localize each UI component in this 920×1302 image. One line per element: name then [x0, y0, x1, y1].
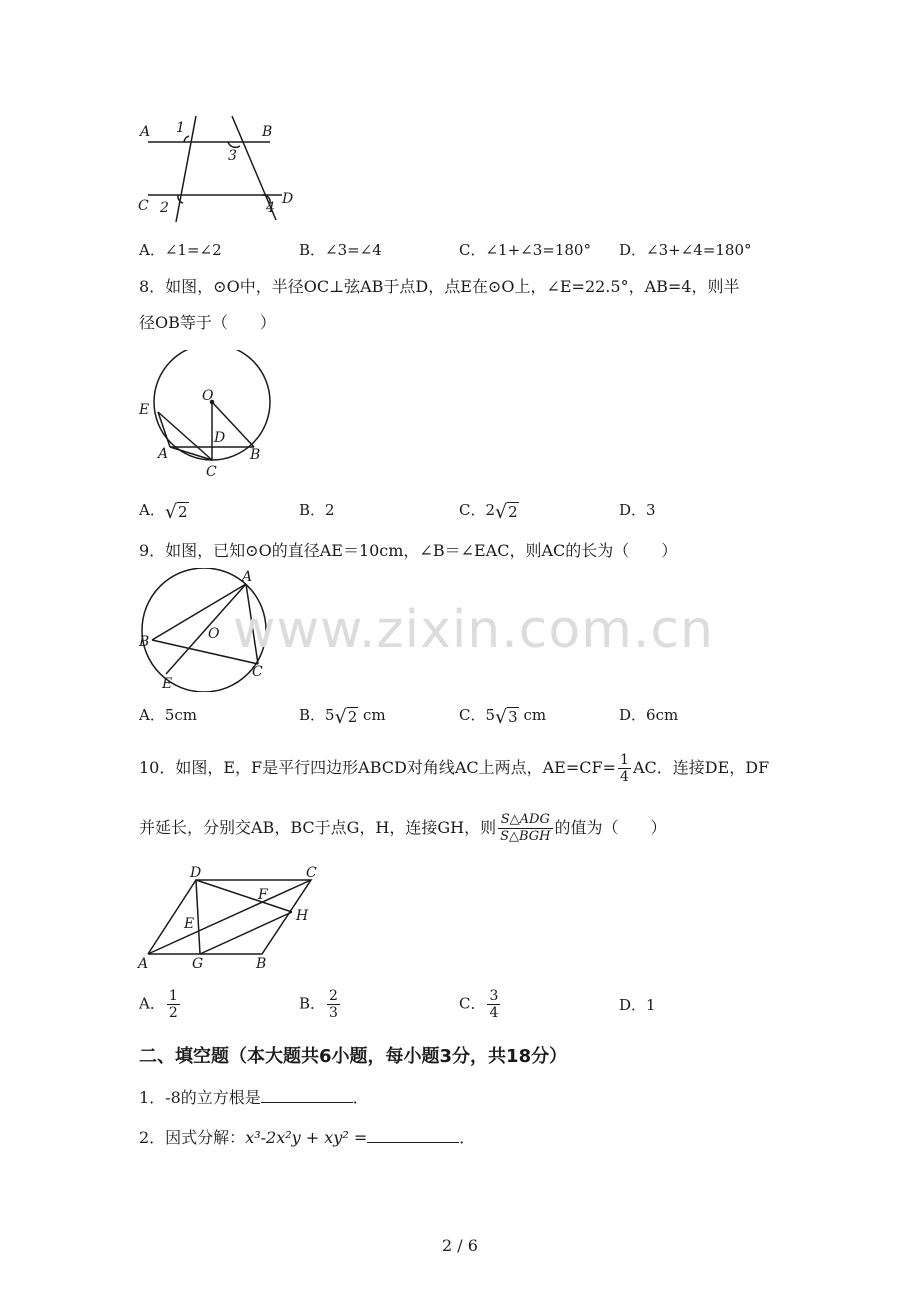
q10-label-h: H [296, 908, 309, 924]
q8-option-c[interactable] [459, 500, 519, 522]
radicand: 2 [508, 503, 518, 521]
q10-label-e: E [184, 916, 195, 932]
q10-label-b: B [256, 956, 267, 972]
q7-label-3: 3 [228, 148, 237, 164]
q7-label-b: B [262, 124, 273, 140]
q7-label-4: 4 [266, 200, 275, 216]
page-number: 2 / 6 [442, 1236, 478, 1255]
q8-figure [136, 350, 286, 480]
q9-label-a: A [242, 569, 253, 585]
q9-option-b[interactable] [299, 705, 386, 727]
q9-option-c-prefix: C．5 [459, 706, 496, 724]
sqrt-2: √2 [334, 705, 358, 728]
denominator: 3 [329, 1005, 338, 1021]
watermark: www.zixin.com.cn [233, 600, 714, 660]
q9-option-c[interactable] [459, 705, 546, 727]
fraction-one-quarter [618, 752, 631, 785]
numerator: S△ADG [500, 812, 550, 827]
fraction [487, 988, 500, 1021]
q10-label-a: A [138, 956, 149, 972]
fraction [327, 988, 340, 1021]
section-2-title: 二、填空题（本大题共6小题，每小题3分，共18分） [139, 1046, 568, 1067]
q7-label-d: D [282, 191, 294, 207]
numerator: 3 [489, 988, 499, 1004]
q7-option-c[interactable]: C．∠1+∠3=180° [459, 241, 591, 259]
q8-option-d[interactable]: D．3 [619, 501, 656, 519]
fill-q1 [139, 1086, 369, 1108]
segment-ab [152, 584, 246, 640]
q8-option-a-prefix: A． [139, 501, 165, 519]
q8-stem-line2: 径OB等于（ ） [139, 313, 276, 332]
radicand: 2 [347, 708, 358, 726]
q10-option-a[interactable] [139, 988, 182, 1021]
option-prefix: A． [139, 994, 165, 1013]
q10-stem-part4: 的值为（ ） [554, 818, 667, 837]
angle-3-arc [228, 142, 240, 147]
numerator: 1 [168, 988, 178, 1004]
q8-option-a[interactable] [139, 500, 189, 522]
denominator: 4 [620, 769, 629, 785]
q9-label-o: O [208, 626, 220, 642]
q7-label-c: C [138, 198, 149, 214]
q8-stem-line1: 8．如图，⊙O中，半径OC⊥弦AB于点D，点E在⊙O上，∠E=22.5°，AB=4，则半 [139, 277, 740, 296]
q7-label-2: 2 [160, 200, 169, 216]
q9-stem: 9．如图，已知⊙O的直径AE＝10cm，∠B＝∠EAC，则AC的长为（ ） [139, 541, 678, 560]
segment-gh [200, 912, 292, 954]
answer-blank[interactable] [367, 1126, 459, 1143]
q10-figure [136, 862, 332, 972]
unit: cm [363, 706, 386, 724]
q8-option-b[interactable]: B．2 [299, 501, 335, 519]
q10-label-c: C [306, 865, 317, 881]
q7-option-b[interactable]: B．∠3=∠4 [299, 241, 382, 259]
denominator: S△BGH [500, 829, 551, 844]
sqrt-2: √2 [495, 500, 518, 523]
radicand: 2 [177, 503, 188, 521]
q10-label-g: G [192, 956, 204, 972]
numerator: 2 [329, 988, 338, 1004]
q9-option-b-prefix: B．5 [299, 706, 335, 724]
period: ． [352, 1088, 369, 1107]
q10-option-c[interactable] [459, 988, 502, 1021]
option-prefix: C． [459, 994, 486, 1013]
q9-option-d[interactable]: D．6cm [619, 706, 679, 724]
segment-dg [196, 880, 200, 954]
q7-label-a: A [140, 124, 151, 140]
angle-1-arc [184, 136, 189, 142]
q8-label-a: A [158, 446, 169, 462]
numerator: 1 [620, 752, 629, 768]
q8-label-o: O [202, 388, 214, 404]
radicand: 3 [508, 708, 518, 726]
q7-figure [136, 112, 302, 222]
denominator: 2 [168, 1005, 178, 1021]
area-ratio [498, 812, 552, 845]
segment-dh [196, 880, 292, 912]
q10-label-d: D [190, 865, 202, 881]
fraction [167, 988, 180, 1021]
q10-stem-part3: 并延长，分别交AB，BC于点G，H，连接GH，则 [139, 818, 497, 837]
q10-option-d[interactable]: D．1 [619, 996, 656, 1014]
q10-stem-line2 [139, 812, 667, 845]
period: ． [459, 1128, 476, 1147]
q8-label-d: D [214, 430, 226, 446]
sqrt-2: √2 [164, 500, 188, 523]
option-prefix: B． [299, 994, 326, 1013]
q7-option-d[interactable]: D．∠3+∠4=180° [619, 241, 752, 259]
q10-option-b[interactable] [299, 988, 342, 1021]
unit: cm [523, 706, 547, 724]
q10-label-f: F [258, 887, 268, 903]
q10-stem-part2: AC．连接DE，DF [632, 758, 770, 777]
q10-stem-line1 [139, 752, 769, 785]
fill-q2-prefix: 2．因式分解： [139, 1128, 246, 1147]
q7-option-a[interactable]: A．∠1=∠2 [139, 241, 222, 259]
q8-label-b: B [250, 447, 261, 463]
denominator: 4 [489, 1005, 499, 1021]
fill-q2 [139, 1126, 475, 1148]
polynomial-expression: x³-2x²y + xy² = [245, 1128, 368, 1147]
q7-label-1: 1 [176, 120, 185, 136]
answer-blank[interactable] [261, 1086, 353, 1103]
q9-label-b: B [139, 634, 150, 650]
q9-label-c: C [252, 664, 263, 680]
q9-label-e: E [162, 676, 173, 692]
fill-q1-text: 1．-8的立方根是 [139, 1088, 261, 1107]
q8-label-c: C [206, 464, 217, 480]
q8-option-c-prefix: C．2 [459, 501, 496, 519]
q8-label-e: E [139, 402, 150, 418]
sqrt-3: √3 [495, 705, 518, 728]
q10-stem-part1: 10．如图，E，F是平行四边形ABCD对角线AC上两点，AE=CF= [139, 758, 617, 777]
q9-option-a[interactable]: A．5cm [139, 706, 198, 724]
